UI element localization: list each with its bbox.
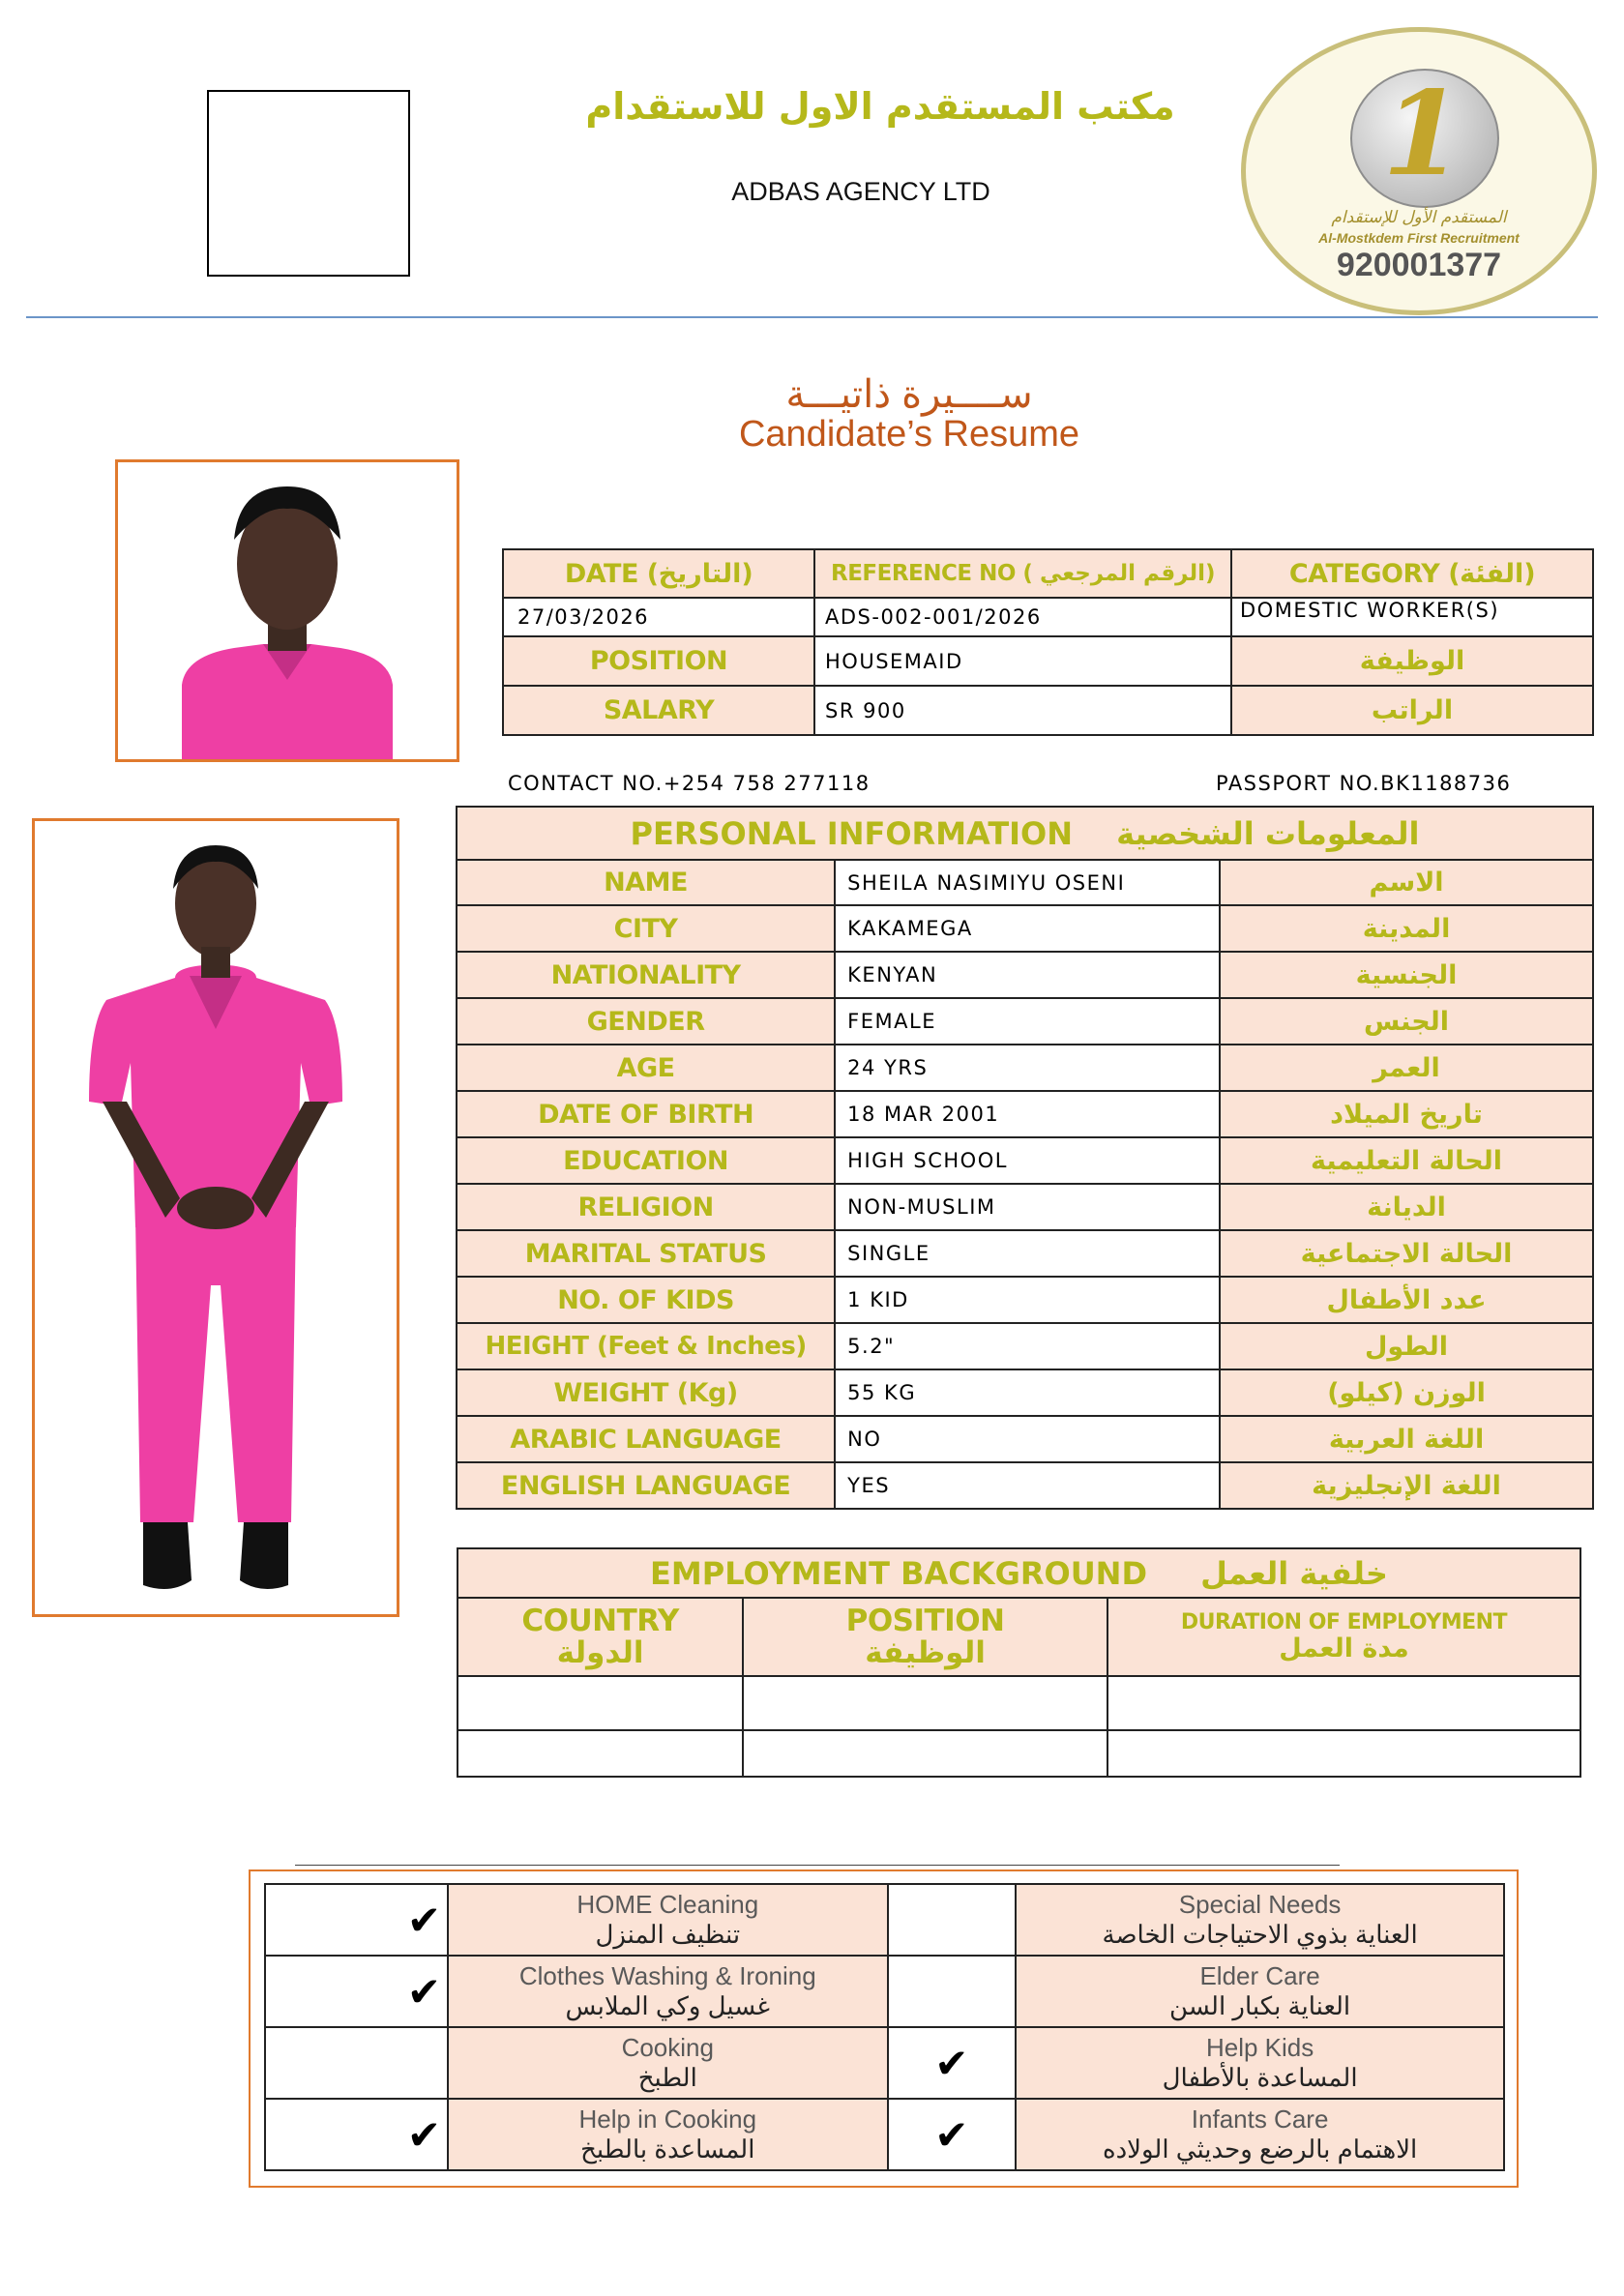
personal-info-row: [457, 1323, 1593, 1369]
skill-checkbox[interactable]: ✔: [888, 2027, 1017, 2099]
field-value: 18 MAR 2001: [835, 1091, 1220, 1137]
field-label-arabic: الجنس: [1220, 998, 1593, 1045]
skill-row: [265, 1884, 1504, 1956]
employment-cell: [1107, 1676, 1580, 1730]
personal-info-row: [457, 1091, 1593, 1137]
position-header-english: POSITION: [845, 1603, 1005, 1638]
position-column-header: [743, 1598, 1107, 1676]
skill-checkbox[interactable]: [888, 1956, 1017, 2027]
reference-header: REFERENCE NO ( الرقم المرجعي): [814, 549, 1231, 598]
skill-checkbox[interactable]: ✔: [888, 2099, 1017, 2170]
skill-checkbox[interactable]: ✔: [265, 1884, 448, 1956]
skill-name-arabic: المساعدة بالطبخ: [580, 2134, 755, 2164]
candidate-portrait-photo: [115, 459, 459, 762]
skill-name-english: Infants Care: [1191, 2105, 1329, 2134]
skill-checkbox[interactable]: [265, 2027, 448, 2099]
field-value: SHEILA NASIMIYU OSENI: [835, 860, 1220, 905]
agency-name-english: ADBAS AGENCY LTD: [731, 177, 990, 206]
field-label-arabic: المدينة: [1220, 905, 1593, 952]
personal-info-row: [457, 1462, 1593, 1509]
personal-info-row: [457, 860, 1593, 905]
field-value: 1 KID: [835, 1277, 1220, 1323]
skill-label: [448, 2027, 887, 2099]
field-label-arabic: اللغة الإنجليزية: [1220, 1462, 1593, 1509]
field-value: SINGLE: [835, 1230, 1220, 1277]
field-value: KENYAN: [835, 952, 1220, 998]
reference-value: ADS-002-001/2026: [814, 598, 1231, 636]
logo-number: 1: [1382, 66, 1463, 202]
field-label: NATIONALITY: [457, 952, 835, 998]
personal-info-table: [456, 806, 1594, 1510]
skill-label: [1016, 1956, 1504, 2027]
header-divider: [26, 316, 1598, 318]
field-label: DATE OF BIRTH: [457, 1091, 835, 1137]
field-value: HIGH SCHOOL: [835, 1137, 1220, 1184]
personal-info-row: [457, 1230, 1593, 1277]
field-value: FEMALE: [835, 998, 1220, 1045]
personal-info-title: [457, 807, 1593, 860]
salary-label-arabic: الراتب: [1231, 686, 1593, 735]
skill-name-english: Elder Care: [1199, 1961, 1320, 1990]
skill-name-english: Cooking: [621, 2033, 714, 2062]
field-label: NAME: [457, 860, 835, 905]
field-label-arabic: الحالة الاجتماعية: [1220, 1230, 1593, 1277]
field-label: RELIGION: [457, 1184, 835, 1230]
field-value: YES: [835, 1462, 1220, 1509]
skill-label: [1016, 1884, 1504, 1956]
personal-info-row: [457, 905, 1593, 952]
field-value: KAKAMEGA: [835, 905, 1220, 952]
personal-info-row: [457, 1184, 1593, 1230]
salary-label: SALARY: [503, 686, 814, 735]
country-column-header: [458, 1598, 743, 1676]
duration-header-arabic: مدة العمل: [1279, 1633, 1409, 1663]
skill-label: [448, 1884, 887, 1956]
field-value: 55 KG: [835, 1369, 1220, 1416]
logo-arabic-text: المستقدم الأول للإستقدام: [1331, 208, 1507, 227]
position-header-arabic: الوظيفة: [865, 1634, 986, 1670]
skill-checkbox[interactable]: [888, 1884, 1017, 1956]
field-value: NON-MUSLIM: [835, 1184, 1220, 1230]
candidate-full-body-photo: [32, 818, 399, 1617]
field-label: EDUCATION: [457, 1137, 835, 1184]
field-label: GENDER: [457, 998, 835, 1045]
employment-title-arabic: خلفية العمل: [1200, 1554, 1388, 1592]
field-value: 24 YRS: [835, 1045, 1220, 1091]
skill-label: [1016, 2027, 1504, 2099]
field-label: CITY: [457, 905, 835, 952]
field-label: WEIGHT (Kg): [457, 1369, 835, 1416]
resume-title-english: Candidate’s Resume: [738, 414, 1080, 455]
field-label-arabic: الاسم: [1220, 860, 1593, 905]
personal-info-row: [457, 998, 1593, 1045]
skill-checkbox[interactable]: ✔: [265, 1956, 448, 2027]
category-header: CATEGORY (الفئة): [1231, 549, 1593, 598]
skill-name-arabic: الطبخ: [637, 2063, 697, 2092]
logo-phone: 920001377: [1336, 247, 1502, 283]
skill-name-english: Help Kids: [1205, 2033, 1314, 2062]
field-label-arabic: الطول: [1220, 1323, 1593, 1369]
position-label: POSITION: [503, 636, 814, 686]
photo-placeholder-box: [207, 90, 410, 277]
field-label-arabic: عدد الأطفال: [1220, 1277, 1593, 1323]
personal-info-title-arabic: المعلومات الشخصية: [1116, 814, 1420, 852]
skill-name-arabic: غسيل وكي الملابس: [565, 1991, 770, 2020]
field-label: HEIGHT (Feet & Inches): [457, 1323, 835, 1369]
field-label-arabic: العمر: [1220, 1045, 1593, 1091]
skills-table: [264, 1883, 1505, 2171]
date-value: 27/03/2026: [503, 598, 814, 636]
skill-name-arabic: تنظيف المنزل: [595, 1920, 741, 1949]
passport-number: PASSPORT NO.BK1188736: [1216, 772, 1512, 795]
agency-logo: [1241, 27, 1597, 315]
field-label-arabic: الوزن (كيلو): [1220, 1369, 1593, 1416]
field-value: 5.2": [835, 1323, 1220, 1369]
personal-info-title-english: PERSONAL INFORMATION: [630, 814, 1074, 852]
position-label-arabic: الوظيفة: [1231, 636, 1593, 686]
field-label: MARITAL STATUS: [457, 1230, 835, 1277]
employment-cell: [458, 1676, 743, 1730]
personal-info-row: [457, 1137, 1593, 1184]
field-label-arabic: الجنسية: [1220, 952, 1593, 998]
duration-header-english: DURATION OF EMPLOYMENT: [1180, 1609, 1508, 1634]
skill-name-arabic: المساعدة بالأطفال: [1162, 2063, 1358, 2092]
field-label: AGE: [457, 1045, 835, 1091]
employment-cell: [743, 1730, 1107, 1777]
agency-name-arabic: مكتب المستقدم الاول للاستقدام: [585, 85, 1175, 128]
summary-table: [502, 548, 1594, 736]
contact-number: CONTACT NO.+254 758 277118: [508, 772, 871, 795]
skill-label: [448, 2099, 887, 2170]
field-label-arabic: الحالة التعليمية: [1220, 1137, 1593, 1184]
skill-label: [1016, 2099, 1504, 2170]
skill-checkbox[interactable]: ✔: [265, 2099, 448, 2170]
skill-name-english: Special Needs: [1178, 1890, 1342, 1919]
employment-cell: [1107, 1730, 1580, 1777]
date-header: DATE (التاريخ): [503, 549, 814, 598]
skill-row: [265, 1956, 1504, 2027]
full-body-figure: [35, 821, 397, 1614]
employment-cell: [743, 1676, 1107, 1730]
field-label: NO. OF KIDS: [457, 1277, 835, 1323]
field-label-arabic: تاريخ الميلاد: [1220, 1091, 1593, 1137]
country-header-arabic: الدولة: [556, 1634, 644, 1670]
field-label: ARABIC LANGUAGE: [457, 1416, 835, 1462]
skill-row: [265, 2027, 1504, 2099]
skill-row: [265, 2099, 1504, 2170]
skill-name-arabic: العناية بذوي الاحتياجات الخاصة: [1102, 1920, 1418, 1949]
skill-name-english: Clothes Washing & Ironing: [518, 1961, 816, 1990]
logo-english-text: Al-Mostkdem First Recruitment: [1318, 230, 1520, 246]
skill-name-arabic: العناية بكبار السن: [1169, 1991, 1351, 2020]
personal-info-row: [457, 1277, 1593, 1323]
personal-info-row: [457, 1416, 1593, 1462]
employment-cell: [458, 1730, 743, 1777]
field-label-arabic: الديانة: [1220, 1184, 1593, 1230]
resume-title-arabic: ســــيرة ذاتيـــة: [785, 373, 1033, 416]
personal-info-row: [457, 1045, 1593, 1091]
field-label: ENGLISH LANGUAGE: [457, 1462, 835, 1509]
position-value: HOUSEMAID: [814, 636, 1231, 686]
duration-column-header: [1107, 1598, 1580, 1676]
personal-info-row: [457, 1369, 1593, 1416]
field-value: NO: [835, 1416, 1220, 1462]
country-header-english: COUNTRY: [521, 1603, 679, 1638]
portrait-figure: [118, 462, 457, 759]
skill-label: [448, 1956, 887, 2027]
field-label-arabic: اللغة العربية: [1220, 1416, 1593, 1462]
employment-table: [457, 1547, 1581, 1778]
skill-name-arabic: الاهتمام بالرضع وحديثي الولاده: [1102, 2134, 1418, 2164]
skill-name-english: HOME Cleaning: [576, 1890, 759, 1919]
skills-divider: [295, 1865, 1340, 1866]
employment-title-english: EMPLOYMENT BACKGROUND: [650, 1554, 1148, 1592]
personal-info-row: [457, 952, 1593, 998]
salary-value: SR 900: [814, 686, 1231, 735]
skills-frame: [249, 1869, 1519, 2188]
category-value: DOMESTIC WORKER(S): [1231, 598, 1593, 636]
employment-title: [458, 1548, 1580, 1598]
skill-name-english: Help in Cooking: [578, 2105, 757, 2134]
